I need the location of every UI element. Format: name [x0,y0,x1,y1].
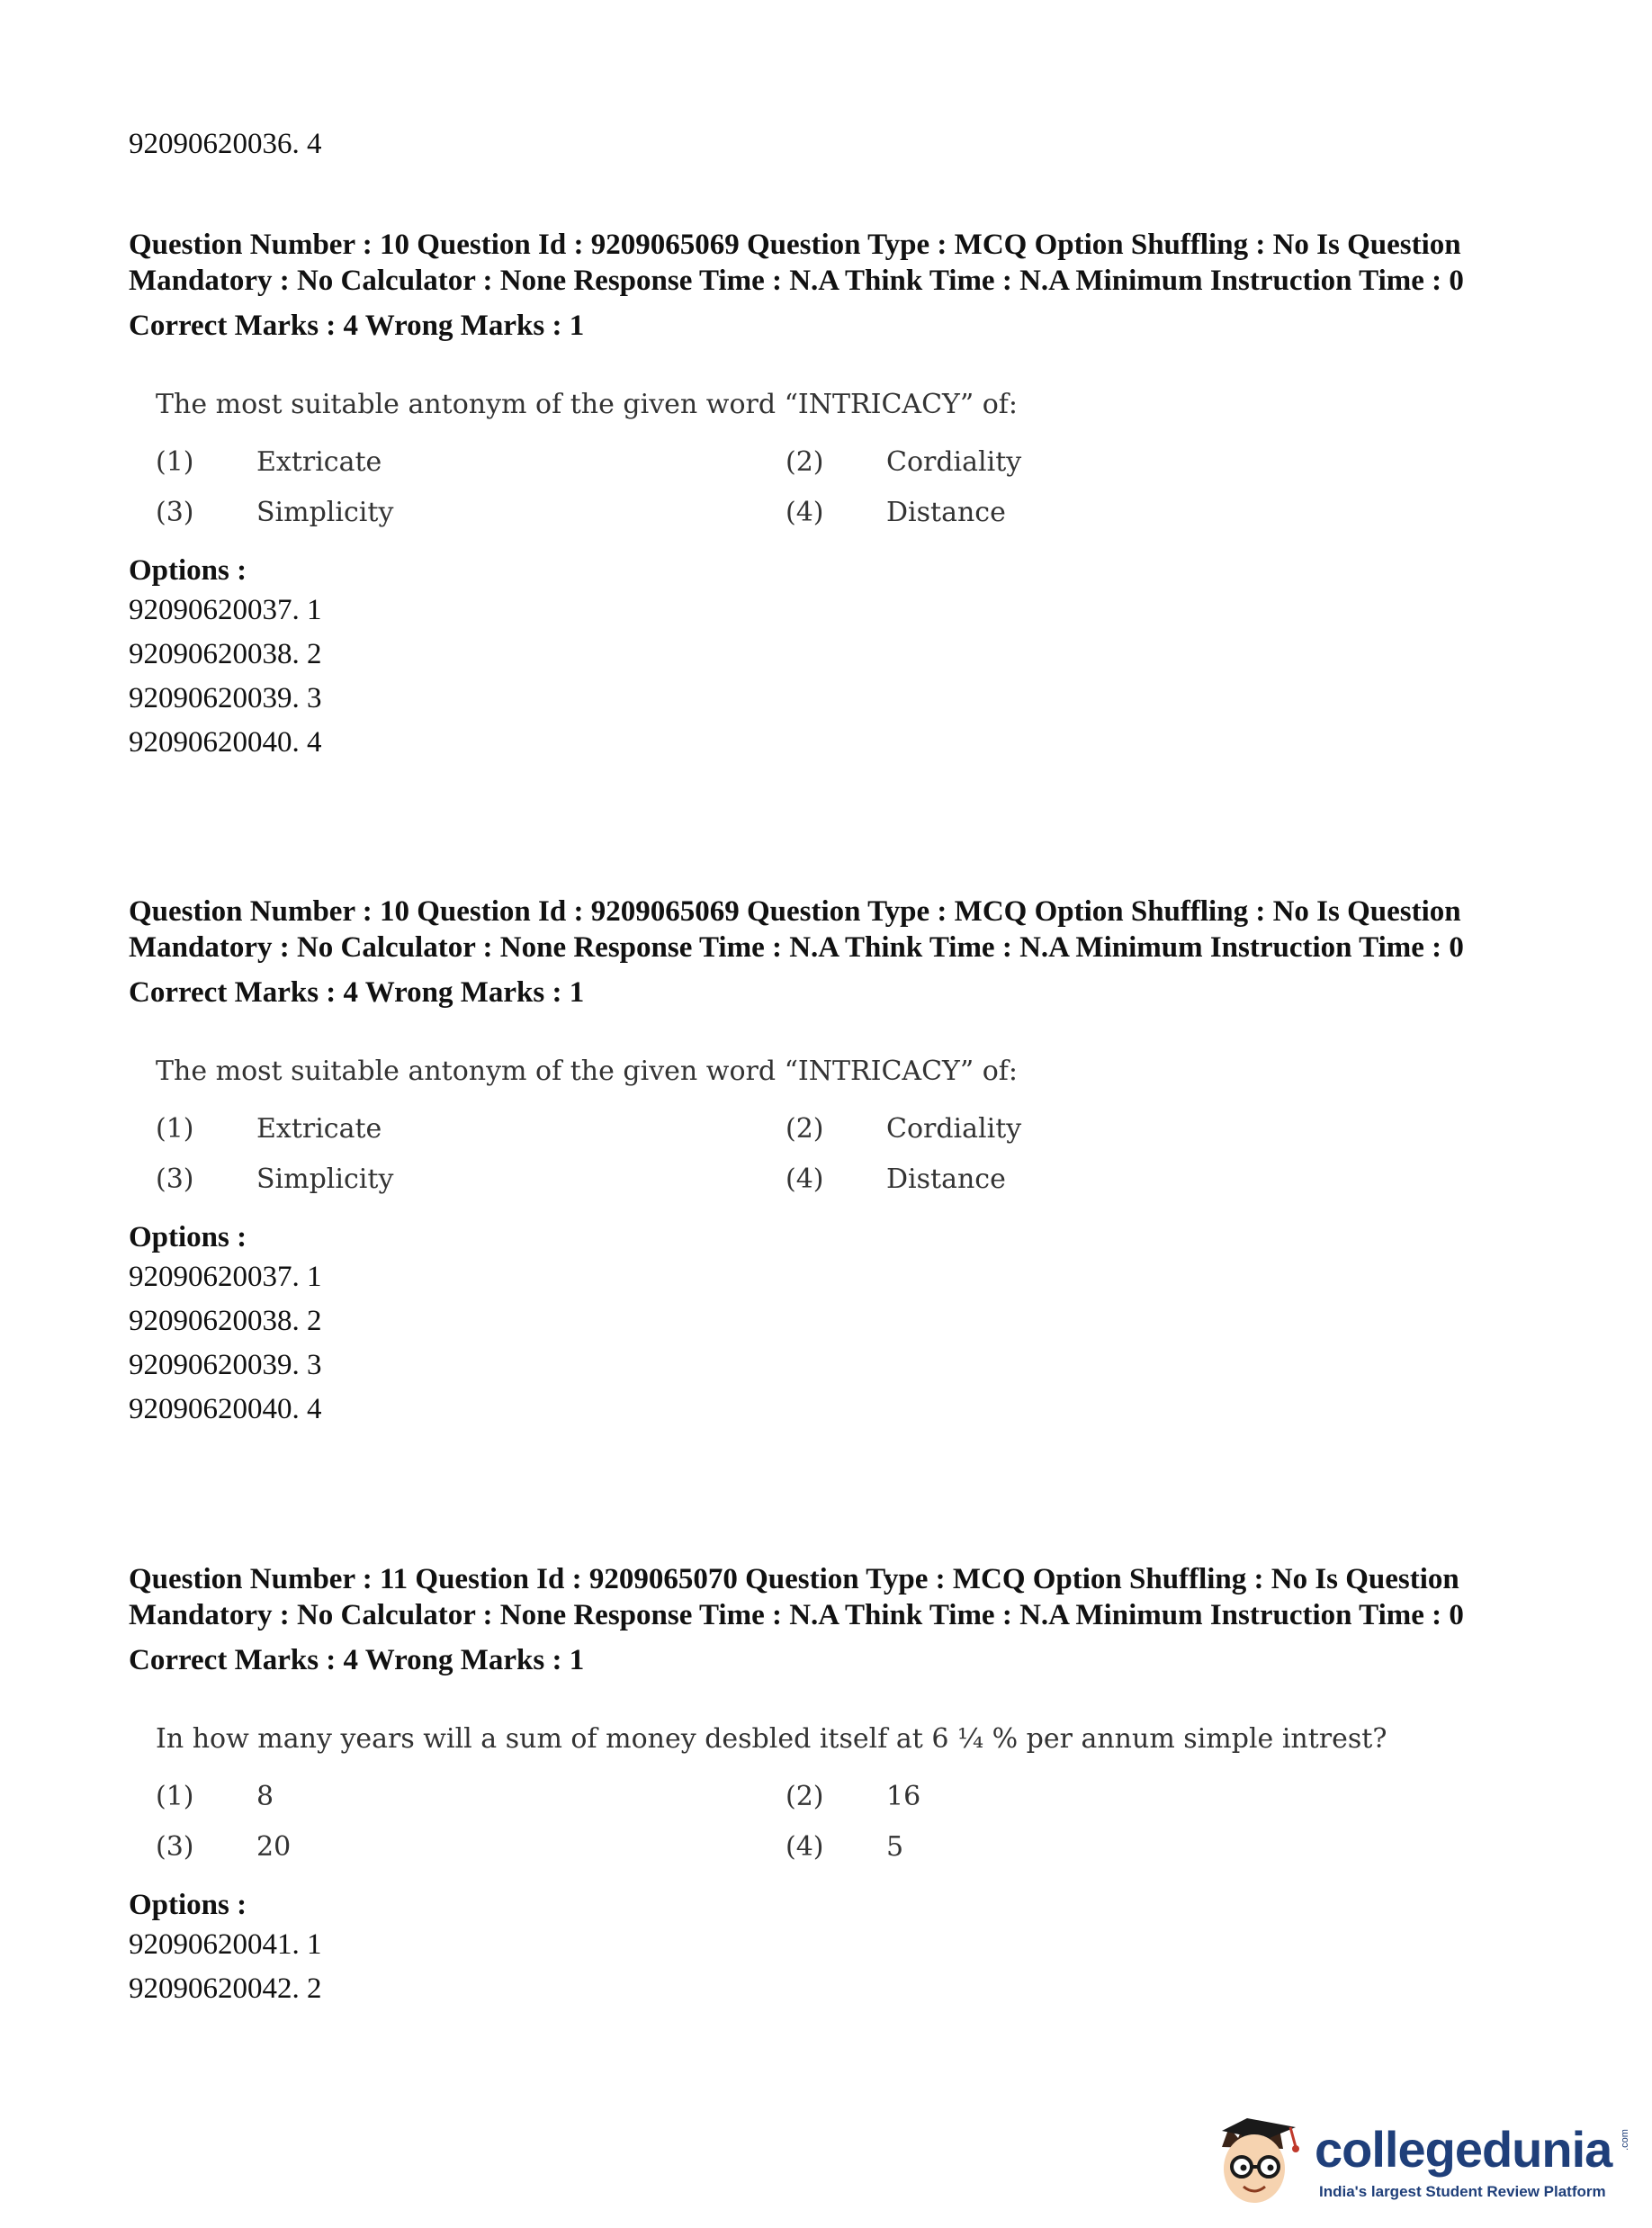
question-meta: Question Number : 10 Question Id : 9209065069 Question Type : MCQ Option Shuffling : No Is Question Mandatory : No Calculator : None Response Time : N.A Think Time : N.A Minimum Instruction Time : 0 [129,895,1464,964]
choice-label: Distance [886,496,1006,528]
collegedunia-logo[interactable] [1202,2111,1634,2210]
options-heading: Options : [129,554,247,587]
mascot-icon [1202,2111,1310,2210]
logo-wordmark: collegedunia [1315,2121,1612,2178]
choice [156,443,786,481]
option-id-line: 92090620038. 2 [129,1305,322,1337]
question-marks: Correct Marks : 4 Wrong Marks : 1 [129,310,585,342]
logo-domain-mark: .com [1619,2129,1630,2151]
choice-number: (2) [786,1112,824,1145]
choice-number: (3) [156,1830,194,1863]
choice-label: 8 [256,1780,274,1812]
options-heading: Options : [129,1221,247,1253]
choice-label: 20 [256,1830,292,1863]
option-id-line: 92090620037. 1 [129,594,322,626]
choice-number: (3) [156,1163,194,1195]
choice-label: Cordiality [886,445,1022,478]
option-id-line: 92090620040. 4 [129,726,322,759]
choice [786,1828,1235,1865]
question-block [129,894,1532,1432]
choice-label: Distance [886,1163,1006,1195]
question-block [129,227,1532,765]
option-id-line: 92090620041. 1 [129,1928,322,1961]
options-heading: Options : [129,1889,247,1921]
question-text: In how many years will a sum of money desbled itself at 6 ¼ % per annum simple intrest? [156,1723,1387,1755]
choice-label: Simplicity [256,1163,394,1195]
choice-label: 5 [886,1830,904,1863]
question-meta: Question Number : 10 Question Id : 9209065069 Question Type : MCQ Option Shuffling : No Is Question Mandatory : No Calculator : None Response Time : N.A Think Time : N.A Minimum Instruction Time : 0 [129,229,1464,297]
question-image [156,1714,1532,1865]
choice [786,1777,1235,1815]
choice [786,1160,1235,1198]
choice [156,1828,786,1865]
choice-label: Extricate [256,445,382,478]
choice-number: (1) [156,445,194,478]
choice-number: (4) [786,1830,824,1863]
choice [786,443,1235,481]
choice [786,1110,1235,1147]
logo-tagline: India's largest Student Review Platform [1319,2183,1606,2200]
question-block [129,1561,1532,2011]
choice [156,493,786,531]
choice-number: (1) [156,1780,194,1812]
option-id-line: 92090620039. 3 [129,1349,322,1381]
choice [156,1160,786,1198]
choice-label: Simplicity [256,496,394,528]
question-marks: Correct Marks : 4 Wrong Marks : 1 [129,1644,585,1676]
choice-label: 16 [886,1780,921,1812]
previous-option-line: 92090620036. 4 [129,128,322,160]
choice-grid [156,443,1532,531]
option-id-line: 92090620039. 3 [129,682,322,714]
option-id-line: 92090620040. 4 [129,1393,322,1425]
option-id-line: 92090620038. 2 [129,638,322,670]
option-id-line: 92090620037. 1 [129,1261,322,1293]
choice [156,1777,786,1815]
question-image [156,1047,1532,1198]
choice-label: Extricate [256,1112,382,1145]
choice [156,1110,786,1147]
choice-number: (4) [786,496,824,528]
choice-number: (4) [786,1163,824,1195]
choice-grid [156,1777,1532,1865]
question-text: The most suitable antonym of the given word “INTRICACY” of: [156,389,1018,420]
choice-number: (2) [786,445,824,478]
choice-number: (1) [156,1112,194,1145]
question-meta: Question Number : 11 Question Id : 9209065070 Question Type : MCQ Option Shuffling : No Is Question Mandatory : No Calculator : None Response Time : N.A Think Time : N.A Minimum Instruction Time : 0 [129,1563,1464,1631]
option-id-line: 92090620042. 2 [129,1972,322,2005]
choice-grid [156,1110,1532,1198]
choice-label: Cordiality [886,1112,1022,1145]
choice-number: (2) [786,1780,824,1812]
question-image [156,380,1532,531]
choice-number: (3) [156,496,194,528]
choice [786,493,1235,531]
question-text: The most suitable antonym of the given word “INTRICACY” of: [156,1056,1018,1087]
question-marks: Correct Marks : 4 Wrong Marks : 1 [129,976,585,1009]
